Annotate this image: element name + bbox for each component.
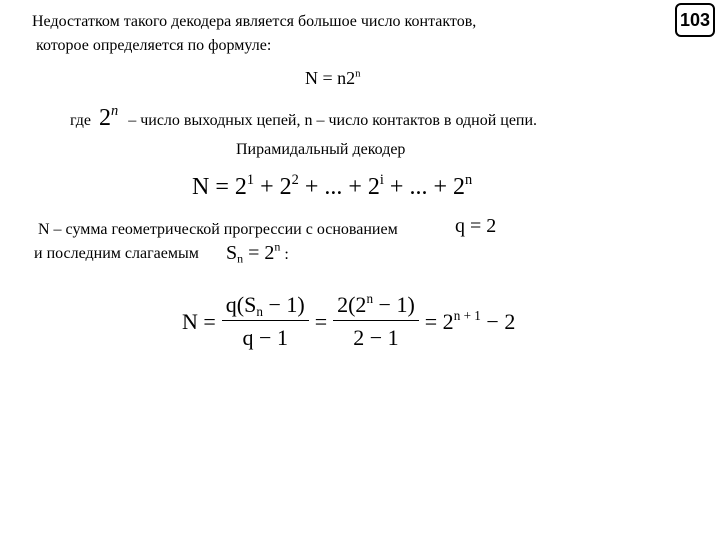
fraction-1 xyxy=(222,292,309,351)
term2-exp: 2 xyxy=(291,171,299,188)
geometric-line-2: и последним слагаемым xyxy=(34,245,199,262)
formula-pyramid-lhs: N = xyxy=(192,174,235,200)
section-title: Пирамидальный декодер xyxy=(236,141,406,158)
term3-exp: i xyxy=(379,171,384,188)
where-line xyxy=(70,102,538,131)
formula-sum-result xyxy=(425,309,516,335)
fraction-2-num-post: − 1) xyxy=(373,292,415,317)
formula-contacts-exp: n xyxy=(355,67,361,80)
formula-contacts-lhs: N = n2 xyxy=(305,68,356,88)
formula-contacts xyxy=(305,68,361,89)
equals-2: = 2 xyxy=(424,308,454,334)
result-tail: − 2 xyxy=(480,308,516,334)
op2: + ... + xyxy=(298,174,368,200)
page-number: 103 xyxy=(679,9,711,30)
term4-exp: n xyxy=(464,171,473,188)
fraction-2-num-pre: 2(2 xyxy=(337,292,367,317)
term1-base: 2 xyxy=(234,174,247,200)
fraction-2-num-exp: n xyxy=(366,290,374,306)
fraction-1-numerator xyxy=(222,292,309,321)
where-symbol xyxy=(99,102,119,131)
equals-1: = xyxy=(314,308,328,334)
fraction-2-numerator xyxy=(333,292,419,321)
where-prefix: где xyxy=(70,112,92,129)
where-text: – число выходных цепей, n – число контактов в одной цепи. xyxy=(128,112,538,129)
fraction-1-num-pre: q(S xyxy=(225,292,257,317)
term2-base: 2 xyxy=(279,174,292,200)
formula-sum xyxy=(182,292,515,351)
term4-base: 2 xyxy=(452,174,465,200)
page-number-badge xyxy=(675,3,715,37)
geometric-line-1: N – сумма геометрической прогрессии с основанием xyxy=(38,221,398,238)
sn-exp: n xyxy=(274,239,281,254)
fraction-2 xyxy=(333,292,419,351)
formula-pyramid xyxy=(192,171,473,201)
term1-exp: 1 xyxy=(246,171,255,188)
sn-sub: n xyxy=(237,251,244,266)
fraction-1-denominator: q − 1 xyxy=(242,325,288,350)
where-symbol-base: 2 xyxy=(99,105,112,131)
fraction-1-num-sub: n xyxy=(256,303,263,319)
where-symbol-exp: n xyxy=(111,102,119,119)
result-exp: n + 1 xyxy=(453,307,481,323)
formula-sum-lhs: N = xyxy=(182,308,216,334)
intro-line-2: которое определяется по формуле: xyxy=(36,37,272,54)
sn-base: S xyxy=(226,242,238,264)
sn-eq: = 2 xyxy=(243,242,275,264)
intro-line-1: Недостатком такого декодера является большое число контактов, xyxy=(32,13,477,30)
q-formula: q = 2 xyxy=(455,215,497,237)
sn-colon: : xyxy=(280,246,289,263)
sn-formula xyxy=(226,239,289,266)
fraction-2-denominator: 2 − 1 xyxy=(353,325,399,350)
fraction-1-num-post: − 1) xyxy=(262,292,305,317)
op1: + xyxy=(254,174,280,200)
term3-base: 2 xyxy=(367,174,380,200)
op3: + ... + xyxy=(383,174,453,200)
